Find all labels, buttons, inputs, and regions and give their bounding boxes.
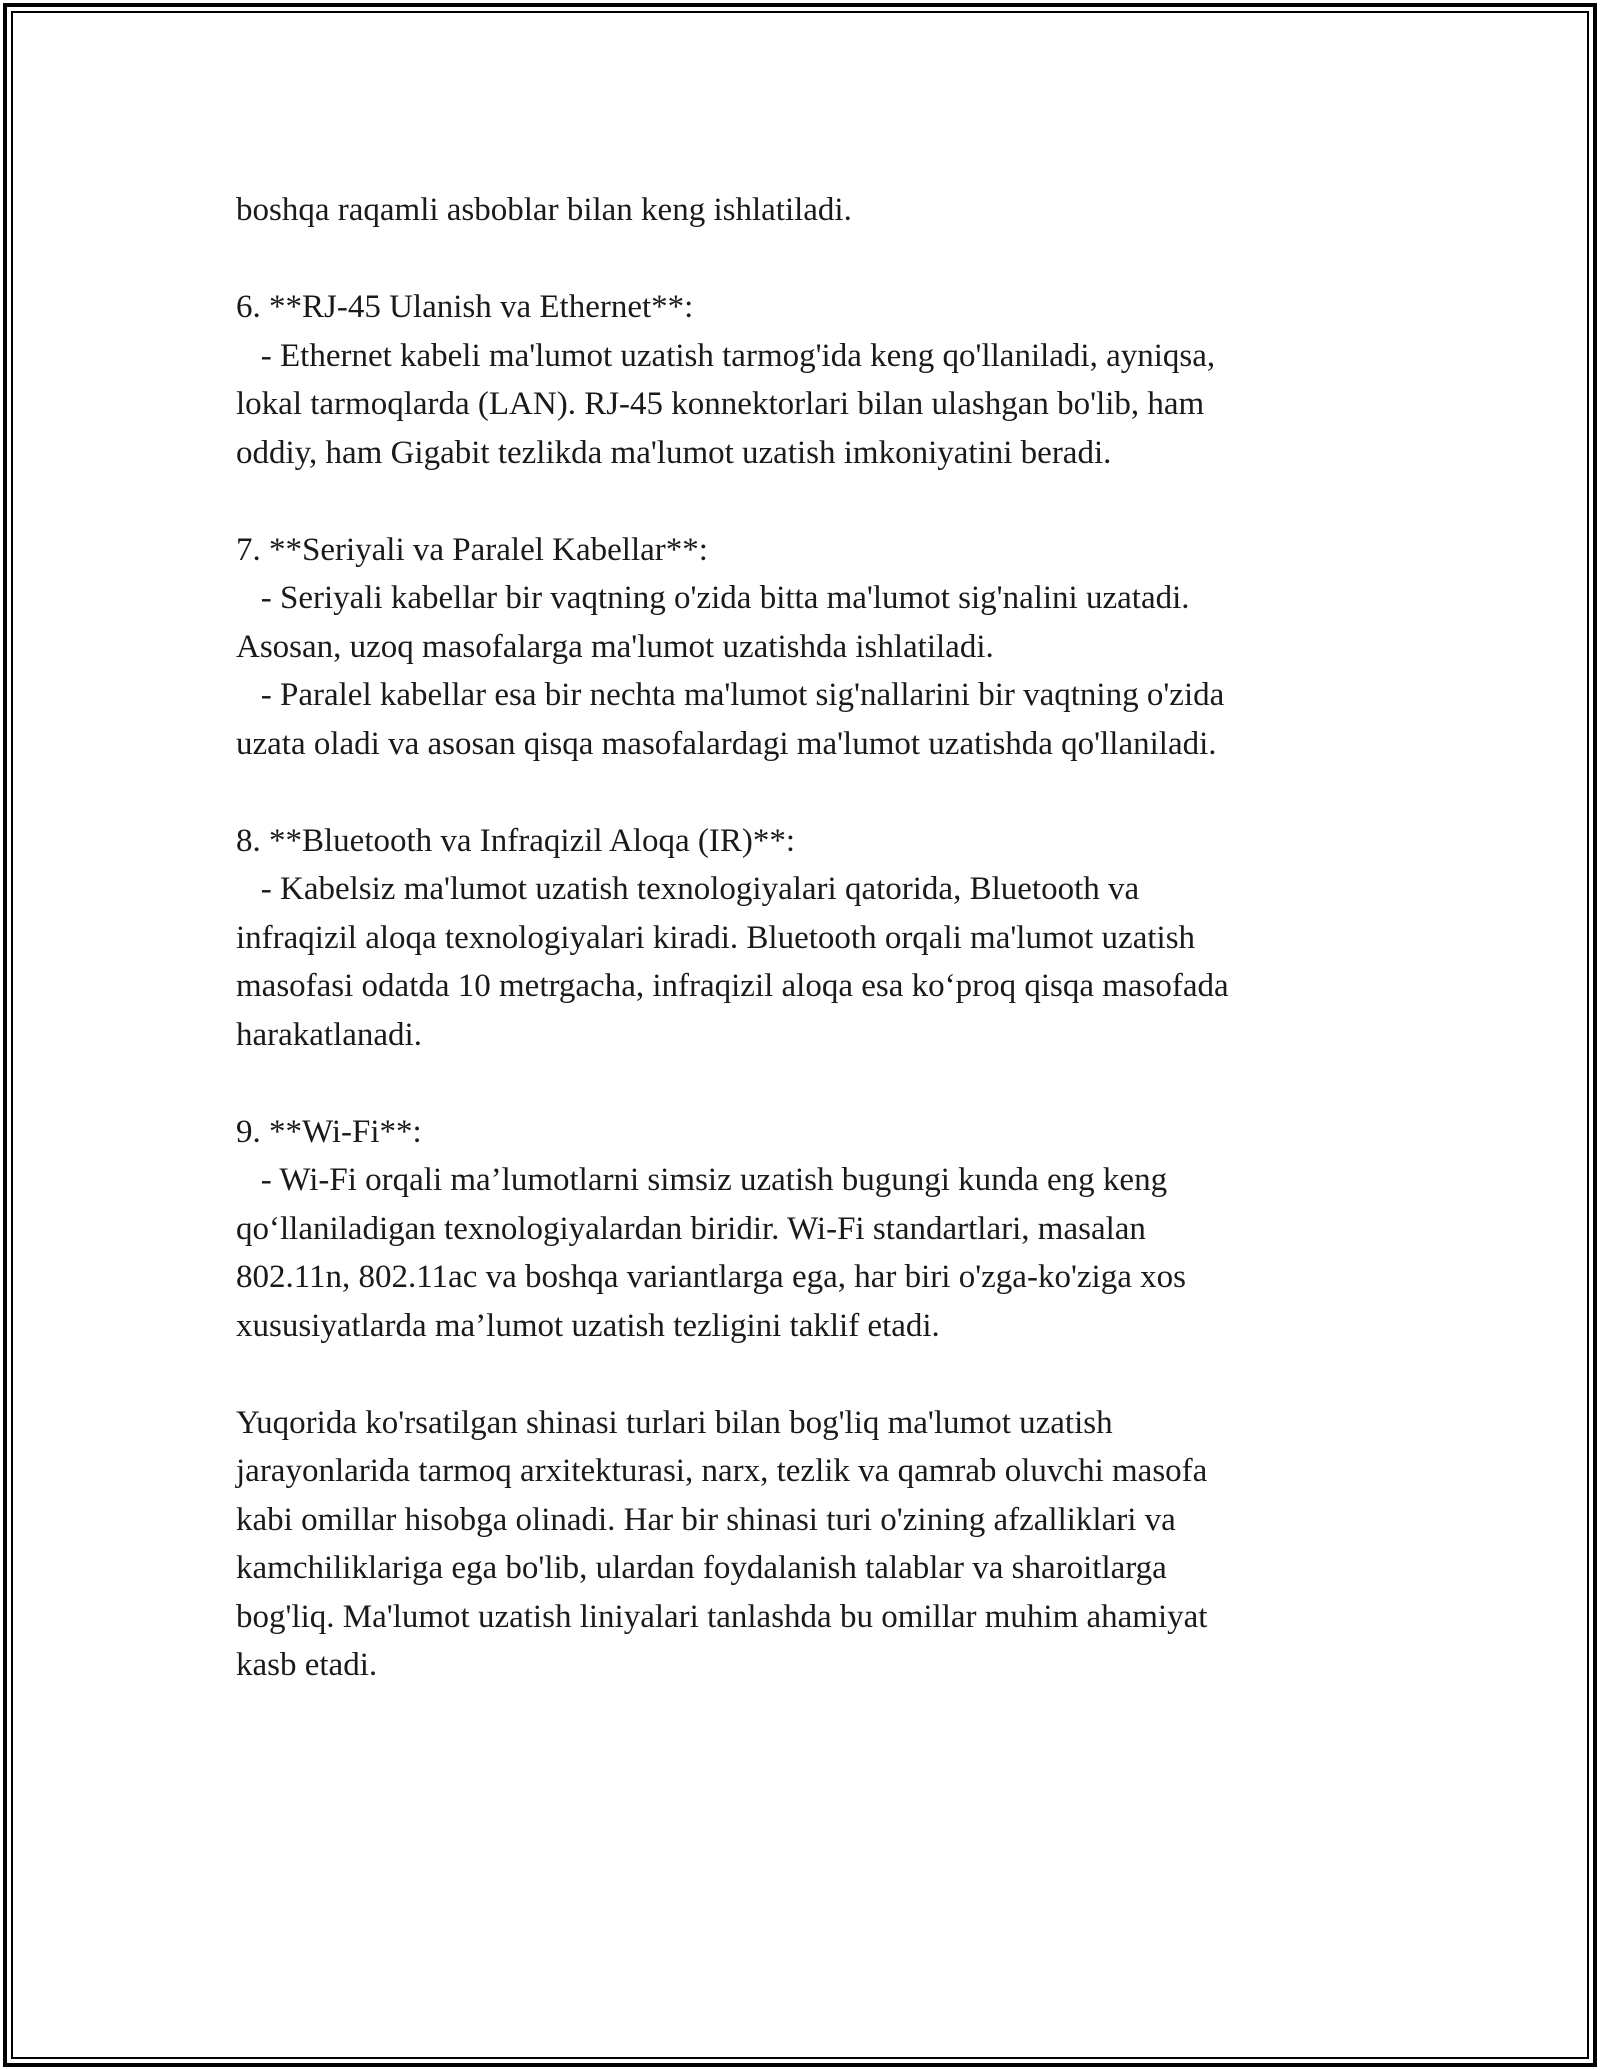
conclusion-line: Yuqorida ko'rsatilgan shinasi turlari bilan bog'liq ma'lumot uzatish [236, 1404, 1113, 1441]
conclusion-line: jarayonlarida tarmoq arxitekturasi, narx, tezlik va qamrab oluvchi masofa [236, 1453, 1208, 1489]
text-line: harakatlanadi. [236, 1016, 422, 1053]
conclusion-line: kamchiliklariga ega bo'lib, ulardan foydalanish talablar va sharoitlarga [236, 1550, 1167, 1586]
section-9-heading: 9. **Wi-Fi**: [236, 1113, 422, 1150]
conclusion-line: bog'liq. Ma'lumot uzatish liniyalari tanlashda bu omillar muhim ahamiyat [236, 1598, 1208, 1635]
text-line: - Seriyali kabellar bir vaqtning o'zida bitta ma'lumot sig'nalini uzatadi. [236, 580, 1190, 616]
text-line: oddiy, ham Gigabit tezlikda ma'lumot uzatish imkoniyatini beradi. [236, 434, 1112, 471]
text-line: xususiyatlarda ma’lumot uzatish tezligini taklif etadi. [236, 1307, 940, 1344]
text-line: Asosan, uzoq masofalarga ma'lumot uzatishda ishlatiladi. [236, 628, 994, 665]
text-line: boshqa raqamli asboblar bilan keng ishlatiladi. [236, 192, 852, 228]
blank-line [236, 235, 1386, 284]
blank-line [236, 1350, 1386, 1399]
blank-line [236, 768, 1386, 817]
conclusion-line: kasb etadi. [236, 1647, 378, 1683]
section-6-heading: 6. **RJ-45 Ulanish va Ethernet**: [236, 289, 694, 325]
text-line: infraqizil aloqa texnologiyalari kiradi. Bluetooth orqali ma'lumot uzatish [236, 919, 1196, 956]
text-line: lokal tarmoqlarda (LAN). RJ-45 konnektorlari bilan ulashgan bo'lib, ham [236, 386, 1205, 422]
section-7-heading: 7. **Seriyali va Paralel Kabellar**: [236, 531, 708, 568]
document-body [236, 186, 1386, 1690]
blank-line [236, 477, 1386, 526]
text-line: uzata oladi va asosan qisqa masofalardagi ma'lumot uzatishda qo'llaniladi. [236, 725, 1217, 762]
text-line: - Ethernet kabeli ma'lumot uzatish tarmog'ida keng qo'llaniladi, ayniqsa, [236, 337, 1216, 374]
text-line: - Kabelsiz ma'lumot uzatish texnologiyalari qatorida, Bluetooth va [236, 871, 1140, 907]
conclusion-line: kabi omillar hisobga olinadi. Har bir shinasi turi o'zining afzalliklari va [236, 1501, 1176, 1538]
blank-line [236, 1059, 1386, 1108]
text-line: qo‘llaniladigan texnologiyalardan biridir. Wi-Fi standartlari, masalan [236, 1210, 1146, 1247]
text-line: masofasi odatda 10 metrgacha, infraqizil aloqa esa ko‘proq qisqa masofada [236, 968, 1229, 1004]
section-8-heading: 8. **Bluetooth va Infraqizil Aloqa (IR)**: [236, 822, 796, 859]
text-line: 802.11n, 802.11ac va boshqa variantlarga ega, har biri o'zga-ko'ziga xos [236, 1259, 1186, 1295]
text-line: - Paralel kabellar esa bir nechta ma'lumot sig'nallarini bir vaqtning o'zida [236, 677, 1225, 713]
text-line: - Wi-Fi orqali ma’lumotlarni simsiz uzatish bugungi kunda eng keng [236, 1162, 1168, 1198]
